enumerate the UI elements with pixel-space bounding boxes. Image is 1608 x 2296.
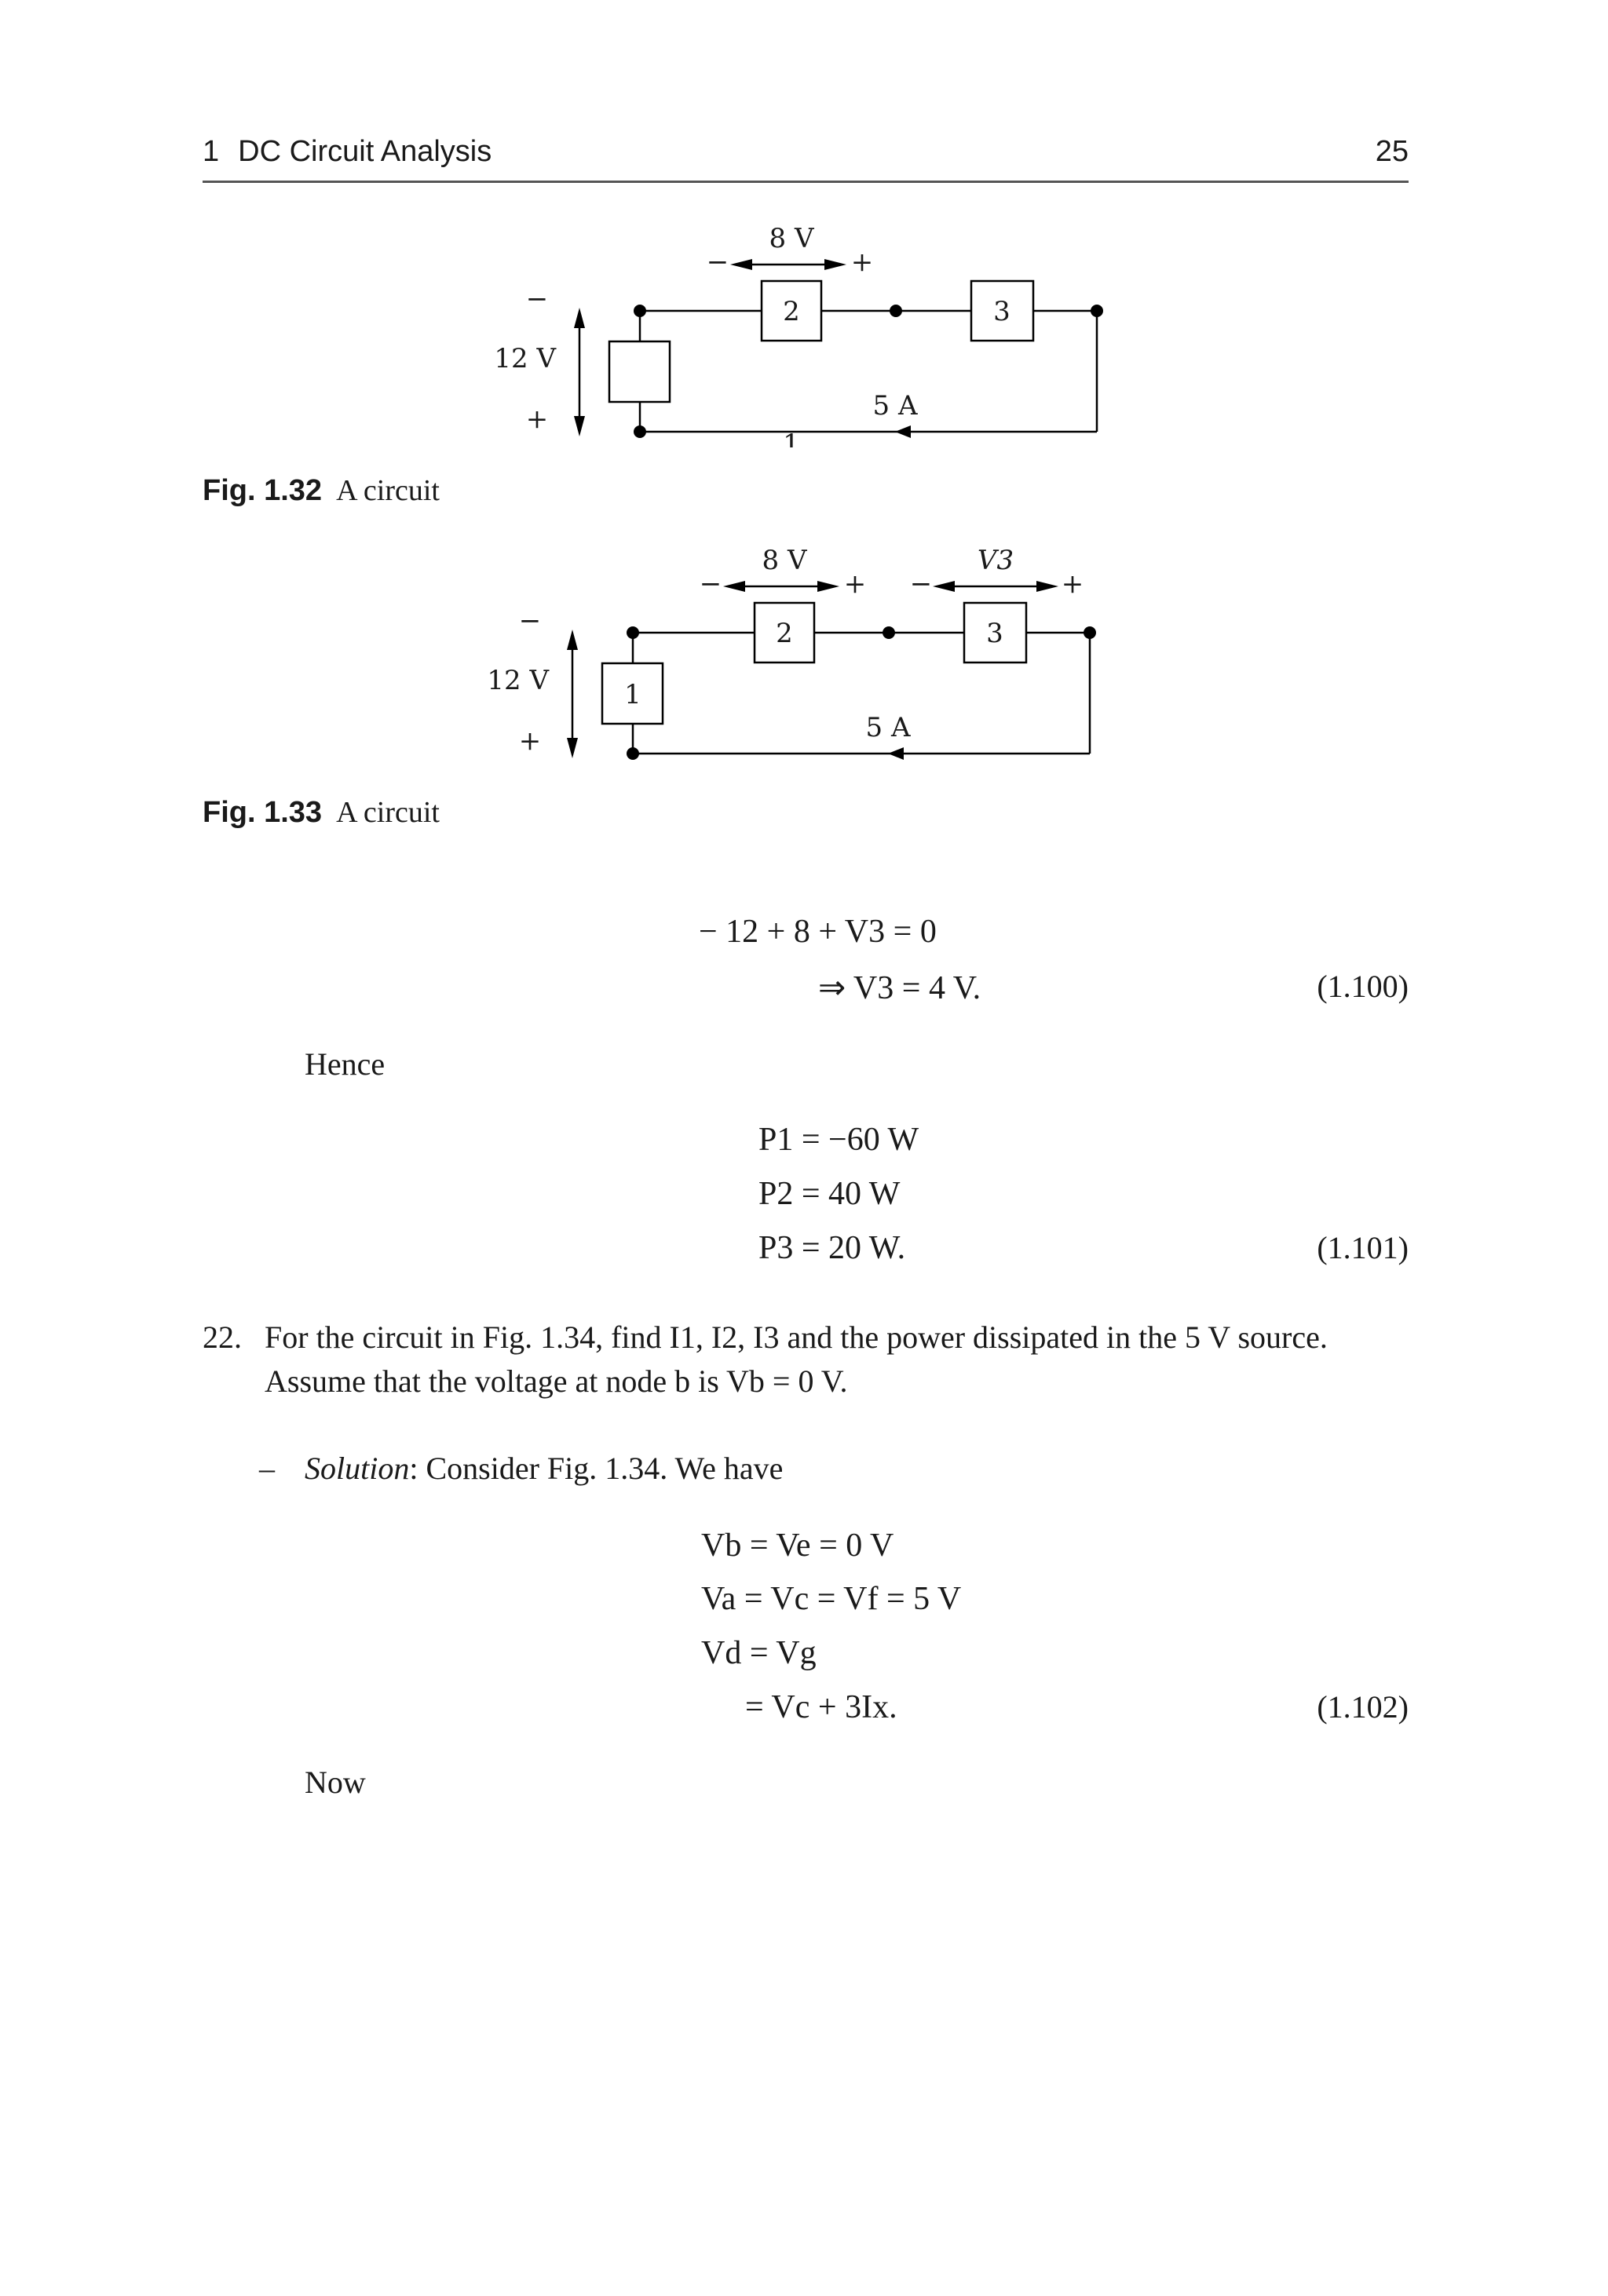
voltage-8v-label: 8 V	[769, 223, 814, 254]
equation-1-102-line-4: = Vc + 3Ix.	[745, 1689, 897, 1725]
equation-1-100-line-1: − 12 + 8 + V3 = 0	[699, 914, 937, 950]
figure-1-32-circuit	[471, 212, 1178, 447]
figure-1-32-caption	[203, 473, 440, 508]
voltage-v3-label: V3	[977, 545, 1014, 576]
caption-text: A circuit	[336, 474, 440, 507]
minus-label: −	[525, 283, 549, 315]
voltage-8v-label: 8 V	[762, 545, 807, 576]
box-3-label: 3	[993, 296, 1010, 327]
solution-text: : Consider Fig. 1.34. We have	[409, 1451, 784, 1486]
caption-label: Fig. 1.33	[203, 796, 323, 829]
equation-1-102-line-2: Va = Vc = Vf = 5 V	[701, 1581, 962, 1617]
box-1-label: 1	[624, 679, 641, 710]
equation-1-102-line-1: Vb = Ve = 0 V	[701, 1528, 894, 1564]
box-2-label: 2	[783, 296, 800, 327]
plus-label: +	[843, 568, 867, 600]
minus-label: −	[699, 568, 722, 600]
now-text: Now	[305, 1765, 366, 1800]
running-header	[203, 135, 492, 169]
box-1-label: 1	[783, 429, 800, 447]
solution-bullet: –	[259, 1451, 275, 1486]
equation-1-101-line-1: P1 = −60 W	[758, 1122, 919, 1158]
minus-label: −	[909, 568, 933, 600]
equation-1-102-line-3: Vd = Vg	[701, 1635, 817, 1671]
voltage-12v-label: 12 V	[487, 665, 549, 696]
current-5a-label: 5 A	[872, 390, 918, 422]
caption-label: Fig. 1.32	[203, 474, 323, 507]
chapter-number: 1	[203, 135, 220, 168]
box-3-label: 3	[986, 618, 1003, 649]
chapter-title: DC Circuit Analysis	[238, 135, 492, 168]
current-5a-label: 5 A	[865, 712, 911, 743]
plus-label: +	[518, 725, 542, 757]
caption-text: A circuit	[336, 796, 440, 829]
figure-1-33-circuit	[471, 534, 1178, 769]
equation-number: (1.102)	[1317, 1689, 1409, 1725]
page-number: 25	[1375, 135, 1409, 168]
element-1-box	[609, 341, 670, 402]
plus-label: +	[1061, 568, 1084, 600]
problem-number: 22.	[203, 1320, 242, 1355]
equation-1-101-line-3: P3 = 20 W.	[758, 1230, 906, 1266]
hence-text: Hence	[305, 1046, 386, 1082]
solution-label: Solution	[305, 1451, 410, 1486]
problem-text-line-2: Assume that the voltage at node b is Vb = 0 V.	[265, 1363, 848, 1399]
equation-number: (1.101)	[1317, 1230, 1409, 1265]
plus-label: +	[850, 246, 874, 278]
equation-1-100-line-2: ⇒ V3 = 4 V.	[818, 970, 981, 1006]
minus-label: −	[518, 605, 542, 637]
box-2-label: 2	[776, 618, 793, 649]
plus-label: +	[525, 403, 549, 435]
problem-text-line-1: For the circuit in Fig. 1.34, find I1, I2, I3 and the power dissipated in the 5 V source.	[265, 1320, 1328, 1355]
minus-label: −	[706, 246, 729, 278]
equation-1-101-line-2: P2 = 40 W	[758, 1176, 901, 1212]
equation-number: (1.100)	[1317, 969, 1409, 1004]
figure-1-33-caption	[203, 795, 440, 830]
solution-intro	[305, 1447, 783, 1491]
header-rule	[203, 181, 1409, 183]
voltage-12v-label: 12 V	[494, 343, 556, 374]
